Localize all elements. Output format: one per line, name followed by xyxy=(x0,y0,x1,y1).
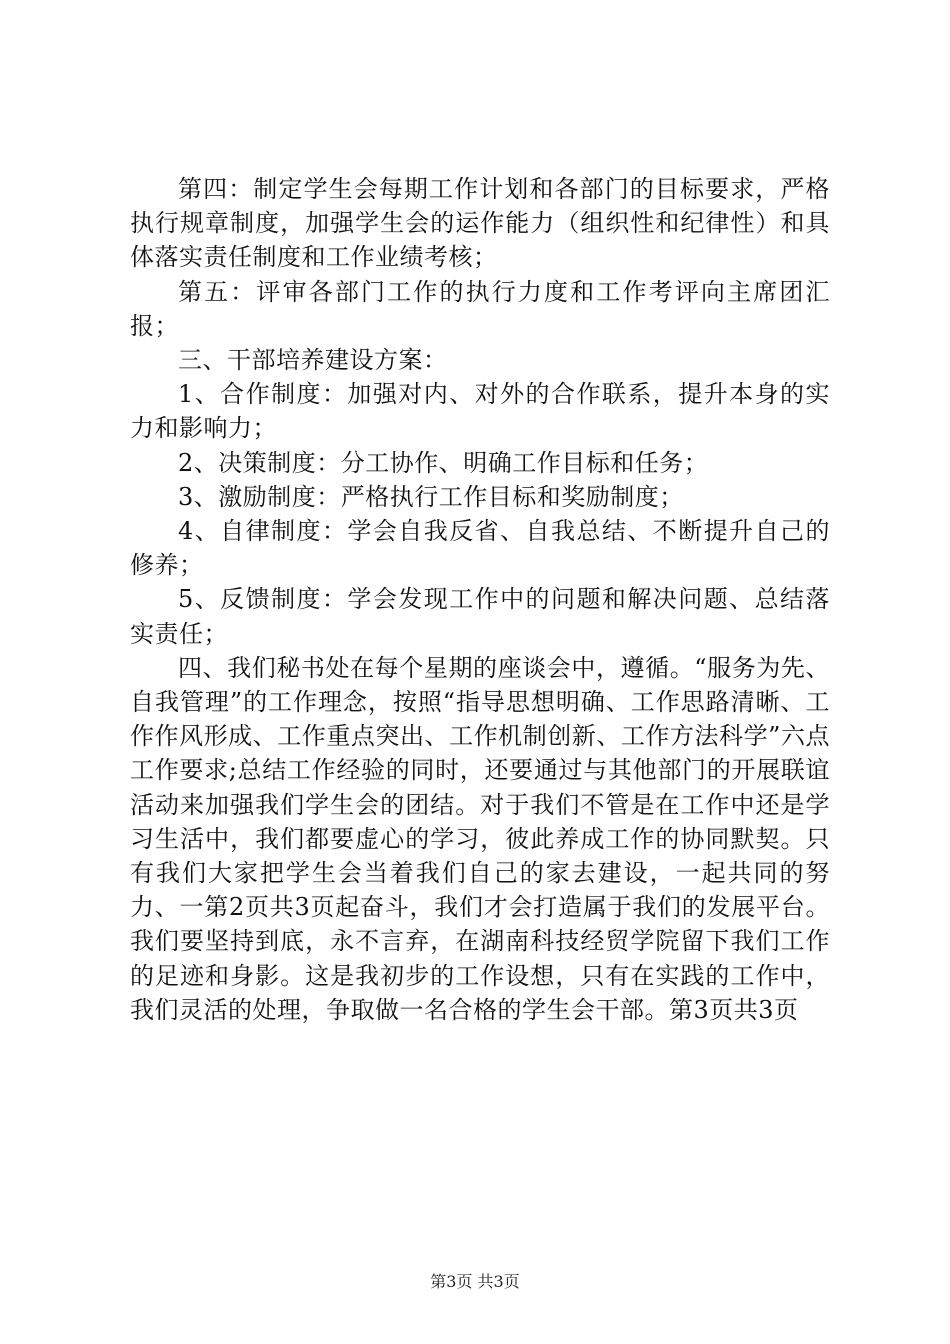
document-body xyxy=(130,172,830,1027)
list-item-cooperation: 1、合作制度：加强对内、对外的合作联系，提升本身的实力和影响力； xyxy=(130,380,830,443)
paragraph-item-5: 第五：评审各部门工作的执行力度和工作考评向主席团汇报； xyxy=(130,277,830,340)
page-footer: 第3页 共3页 xyxy=(430,1272,520,1291)
list-item-decision: 2、决策制度：分工协作、明确工作目标和任务； xyxy=(178,448,709,477)
list-item-feedback: 5、反馈制度：学会发现工作中的问题和解决问题、总结落实责任； xyxy=(130,585,830,648)
paragraph-item-4: 第四：制定学生会每期工作计划和各部门的目标要求，严格执行规章制度，加强学生会的运作能力（组织性和纪律性）和具体落实责任制度和工作业绩考核； xyxy=(130,175,830,272)
section-four-paragraph: 四、我们秘书处在每个星期的座谈会中，遵循。“服务为先、自我管理”的工作理念，按照“指导思想明确、工作思路清晰、工作作风形成、工作重点突出、工作机制创新、工作方法科学”六点工作要求;总结工作经验的同时，还要通过与其他部门的开展联谊活动来加强我们学生会的团结。对于我们不管是在工作中还是学习生活中，我们都要虚心的学习，彼此养成工作的协同默契。只有我们大家把学生会当着我们自己的家去建设，一起共同的努力、一第2页共3页起奋斗，我们才会打造属于我们的发展平台。我们要坚持到底，永不言弃，在湖南科技经贸学院留下我们工作的足迹和身影。这是我初步的工作设想，只有在实践的工作中，我们灵活的处理，争取做一名合格的学生会干部。第3页共3页 xyxy=(130,653,830,1024)
list-item-incentive: 3、激励制度：严格执行工作目标和奖励制度； xyxy=(178,482,684,511)
section-heading-cadre-training: 三、干部培养建设方案： xyxy=(178,346,448,375)
list-item-self-discipline: 4、自律制度：学会自我反省、自我总结、不断提升自己的修养； xyxy=(130,517,830,580)
